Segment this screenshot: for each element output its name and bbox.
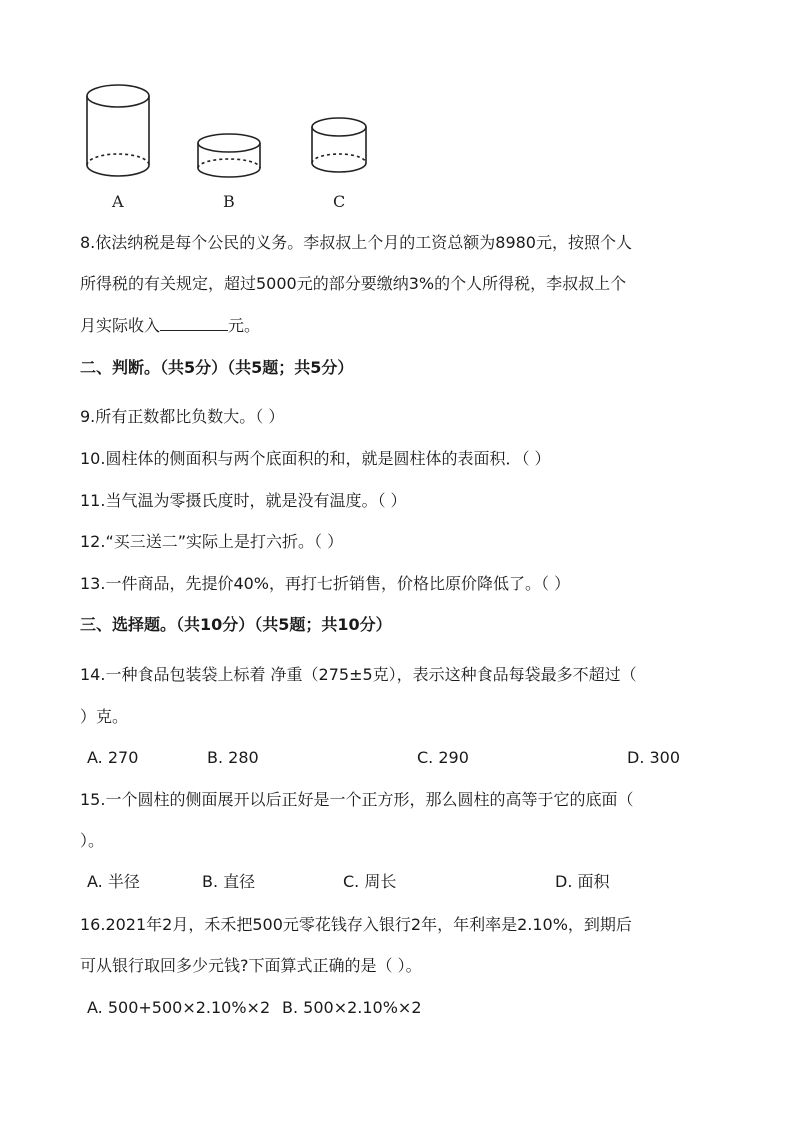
- q14-line-1: 14.一种食品包装袋上标着 净重（275±5克），表示这种食品每袋最多不超过（: [80, 665, 637, 684]
- q15-line-1: 15.一个圆柱的侧面展开以后正好是一个正方形，那么圆柱的高等于它的底面（: [80, 790, 634, 809]
- question-9: 9.所有正数都比负数大。（ ）: [80, 407, 285, 426]
- question-10: 10.圆柱体的侧面积与两个底面积的和，就是圆柱体的表面积．（ ）: [80, 449, 551, 468]
- question-13: 13.一件商品，先提价40%，再打七折销售，价格比原价降低了。（ ）: [80, 574, 571, 593]
- q14-option-d[interactable]: D. 300: [627, 748, 681, 767]
- cylinders-drawing: [80, 80, 400, 220]
- section-3-heading: 三、选择题。（共10分）（共5题；共10分）: [80, 615, 392, 634]
- q15-option-b[interactable]: B. 直径: [202, 872, 256, 891]
- q8-line-2: 所得税的有关规定，超过5000元的部分要缴纳3%的个人所得税，李叔叔上个: [80, 274, 627, 293]
- cylinder-label-b: B: [223, 192, 235, 211]
- q16-option-b[interactable]: B. 500×2.10%×2: [282, 998, 422, 1017]
- question-11: 11.当气温为零摄氏度时，就是没有温度。（ ）: [80, 491, 407, 510]
- q14-option-a[interactable]: A. 270: [87, 748, 139, 767]
- q15-option-a[interactable]: A. 半径: [87, 872, 140, 891]
- q8-line-3-prefix: 月实际收入: [80, 316, 161, 335]
- q14-line-2: ）克。: [80, 707, 129, 726]
- q15-option-d[interactable]: D. 面积: [555, 872, 610, 891]
- cylinder-label-c: C: [333, 192, 346, 211]
- q15-line-2: ）。: [80, 831, 105, 850]
- q16-line-1: 16.2021年2月，禾禾把500元零花钱存入银行2年，年利率是2.10%，到期后: [80, 915, 632, 934]
- q14-option-c[interactable]: C. 290: [417, 748, 469, 767]
- q15-option-c[interactable]: C. 周长: [343, 872, 397, 891]
- section-2-heading: 二、判断。（共5分）（共5题；共5分）: [80, 358, 354, 377]
- q8-line-3-suffix: 元。: [228, 316, 261, 335]
- q14-option-b[interactable]: B. 280: [207, 748, 259, 767]
- q8-line-3: [80, 314, 260, 337]
- cylinder-label-a: A: [112, 192, 124, 211]
- question-12: 12.“买三送二”实际上是打六折。（ ）: [80, 532, 344, 551]
- q8-answer-blank[interactable]: [160, 314, 228, 331]
- cylinders-figure: [80, 80, 400, 220]
- q8-line-1: 8.依法纳税是每个公民的义务。李叔叔上个月的工资总额为8980元，按照个人: [80, 233, 632, 252]
- q16-line-2: 可从银行取回多少元钱?下面算式正确的是（ ）。: [80, 956, 422, 975]
- q16-option-a[interactable]: A. 500+500×2.10%×2: [87, 998, 271, 1017]
